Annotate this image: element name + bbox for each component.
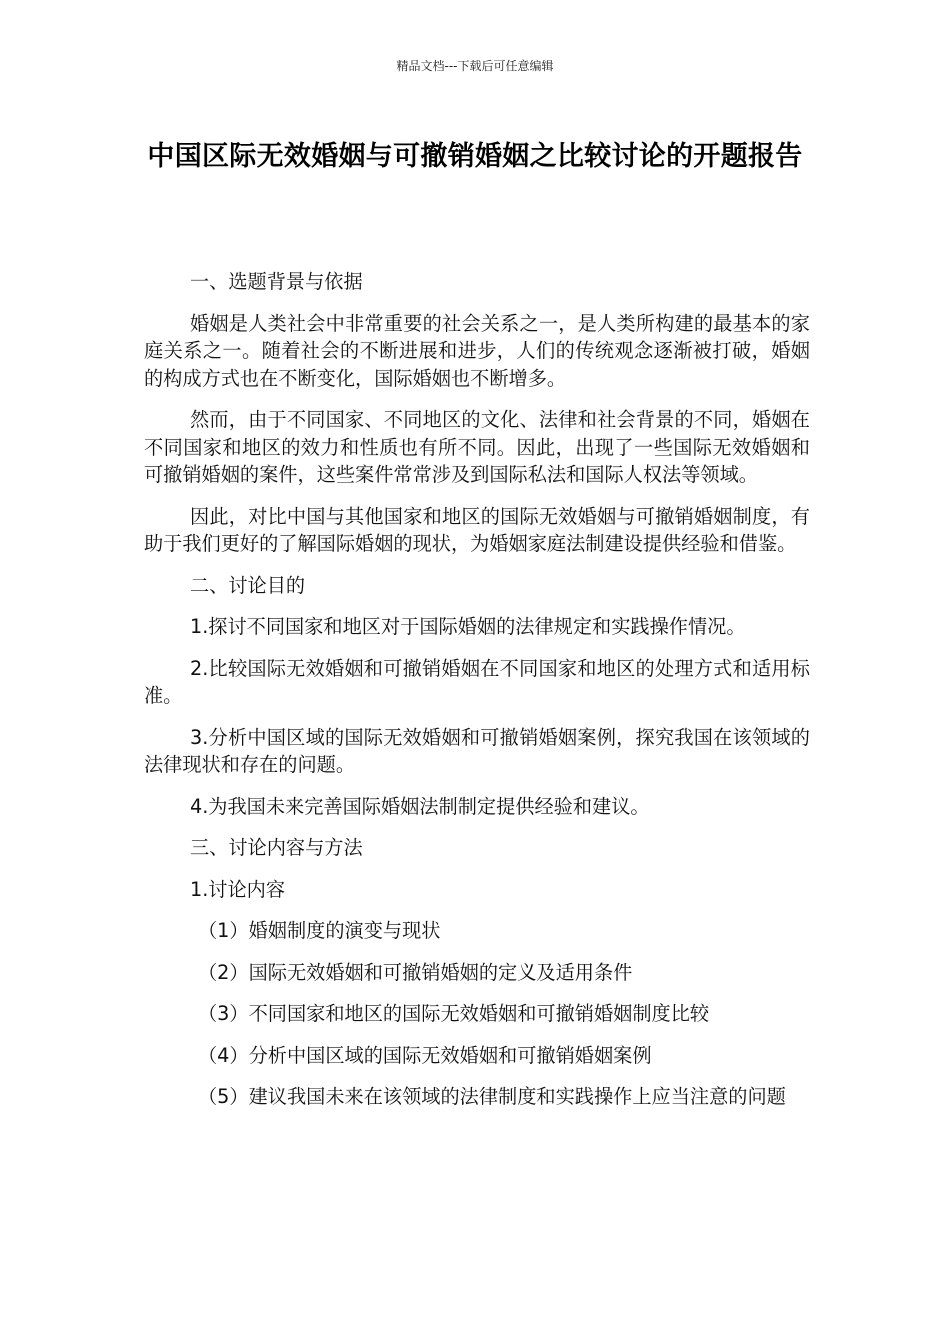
purpose-item-3: 3.分析中国区域的国际无效婚姻和可撤销婚姻案例，探究我国在该领域的法律现状和存在的问题。 (144, 725, 810, 776)
purpose-item-2: 2.比较国际无效婚姻和可撤销婚姻在不同国家和地区的处理方式和适用标准。 (144, 656, 810, 707)
content-item-5: （5）建议我国未来在该领域的法律制度和实践操作上应当注意的问题 (198, 1085, 786, 1108)
section-heading-purpose: 二、讨论目的 (190, 573, 306, 597)
purpose-item-1: 1.探讨不同国家和地区对于国际婚姻的法律规定和实践操作情况。 (190, 615, 746, 638)
document-title: 中国区际无效婚姻与可撤销婚姻之比较讨论的开题报告 (147, 141, 803, 172)
content-item-3: （3）不同国家和地区的国际无效婚姻和可撤销婚姻制度比较 (198, 1002, 710, 1025)
document-body (144, 268, 810, 1125)
section-heading-content-method: 三、讨论内容与方法 (190, 836, 363, 859)
paragraph-background-3: 因此，对比中国与其他国家和地区的国际无效婚姻与可撤销婚姻制度，有助于我们更好的了解国际婚姻的现状，为婚姻家庭法制建设提供经验和借鉴。 (144, 504, 810, 555)
subsection-heading-content: 1.讨论内容 (190, 877, 286, 901)
section-heading-background: 一、选题背景与依据 (190, 270, 363, 293)
content-item-2: （2）国际无效婚姻和可撤销婚姻的定义及适用条件 (198, 960, 633, 984)
content-item-1: （1）婚姻制度的演变与现状 (198, 919, 441, 942)
header-note: 精品文档---下载后可任意编辑 (396, 59, 554, 73)
purpose-item-4: 4.为我国未来完善国际婚姻法制制定提供经验和建议。 (190, 794, 650, 818)
paragraph-background-1: 婚姻是人类社会中非常重要的社会关系之一，是人类所构建的最基本的家庭关系之一。随着社会的不断进展和进步，人们的传统观念逐渐被打破，婚姻的构成方式也在不断变化，国际婚姻也不断增多。 (144, 311, 810, 390)
paragraph-background-2: 然而，由于不同国家、不同地区的文化、法律和社会背景的不同，婚姻在不同国家和地区的效力和性质也有所不同。因此，出现了一些国际无效婚姻和可撤销婚姻的案件，这些案件常常涉及到国际私法和国际人权法等领域。 (144, 408, 810, 486)
content-item-4: （4）分析中国区域的国际无效婚姻和可撤销婚姻案例 (198, 1043, 652, 1067)
